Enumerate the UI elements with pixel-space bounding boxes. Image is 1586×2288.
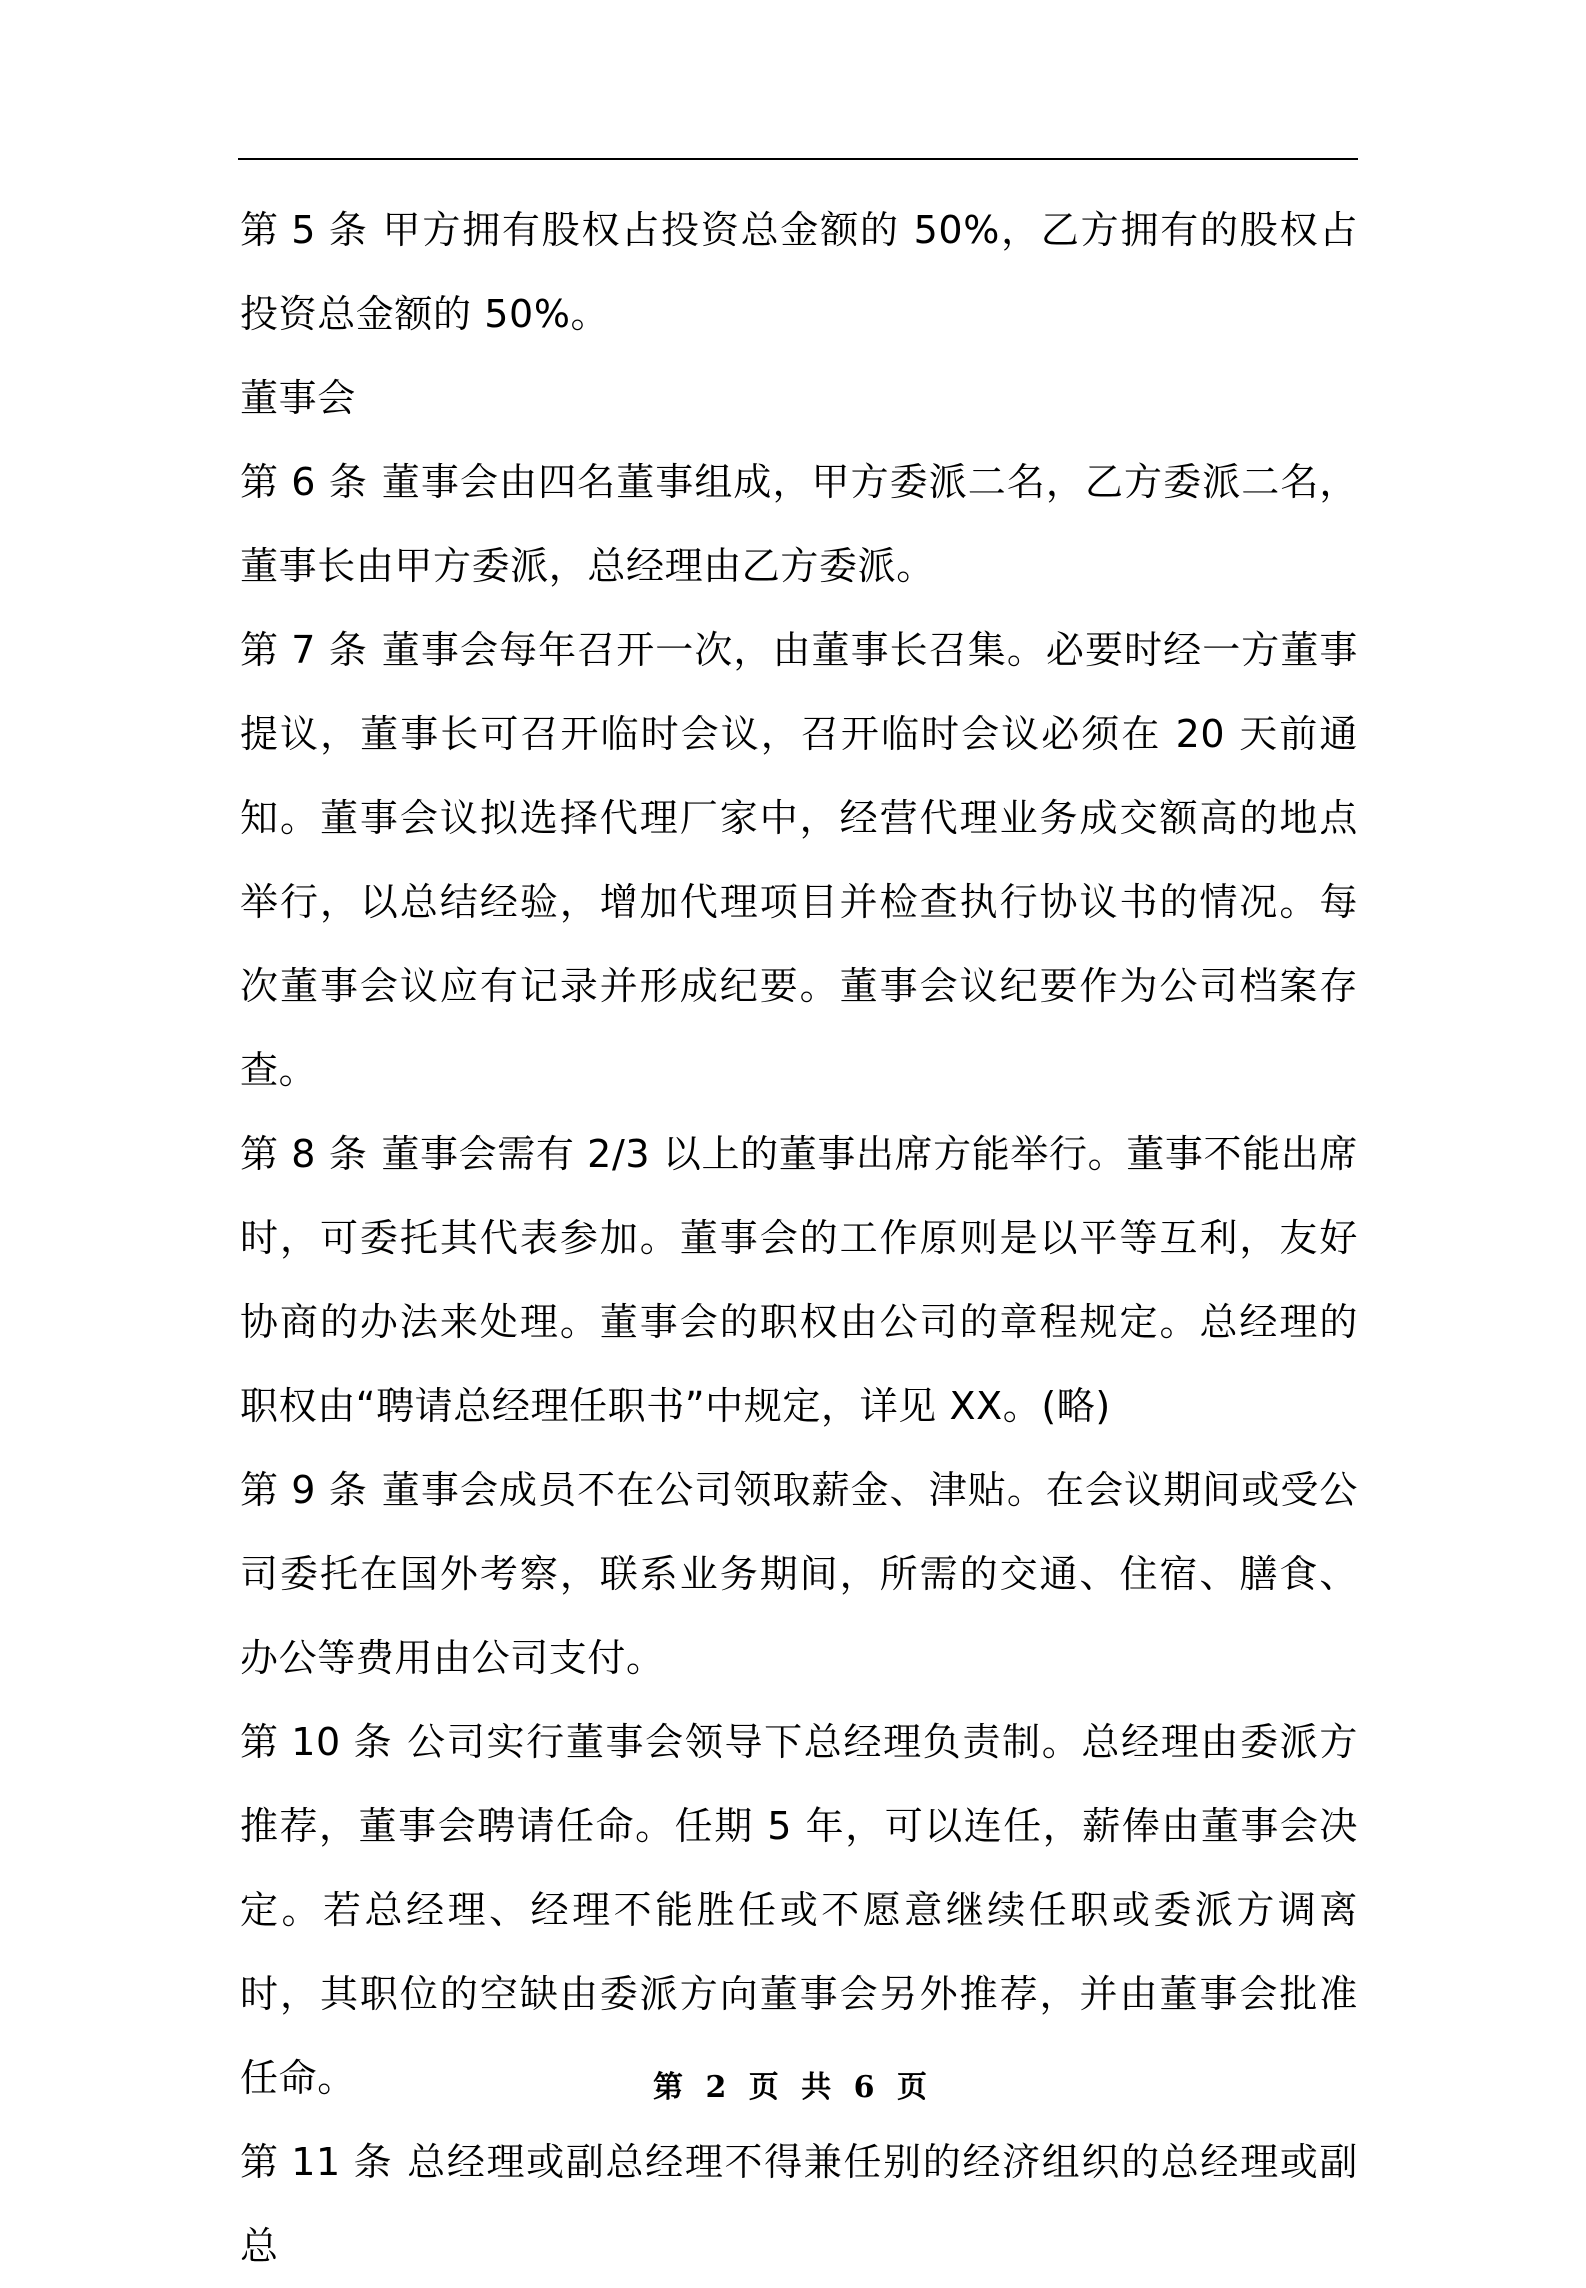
article-text: 甲方拥有股权占投资总金额的 50%，乙方拥有的股权占投资总金额的 50%。 (240, 208, 1358, 336)
article-6 (240, 440, 1358, 608)
document-body (240, 188, 1358, 2288)
section-heading-text: 董事会 (240, 376, 356, 420)
article-text: 公司实行董事会领导下总经理负责制。总经理由委派方推荐，董事会聘请任命。任期 5 年，可以连任，薪俸由董事会决定。若总经理、经理不能胜任或不愿意继续任职或委派方调离时，其职位的空缺由委派方向董事会另外推荐，并由董事会批准任命。 (240, 1720, 1358, 2100)
article-11 (240, 2120, 1358, 2288)
article-10 (240, 1700, 1358, 2120)
article-text: 董事会每年召开一次，由董事长召集。必要时经一方董事提议，董事长可召开临时会议，召开临时会议必须在 20 天前通知。董事会议拟选择代理厂家中，经营代理业务成交额高的地点举行，以总结经验，增加代理项目并检查执行协议书的情况。每次董事会议应有记录并形成纪要。董事会议纪要作为公司档案存查。 (240, 628, 1358, 1092)
article-label: 第 11 条 (240, 2140, 393, 2184)
article-text: 董事会成员不在公司领取薪金、津贴。在会议期间或受公司委托在国外考察，联系业务期间，所需的交通、住宿、膳食、办公等费用由公司支付。 (240, 1468, 1358, 1680)
article-7 (240, 608, 1358, 1112)
article-5 (240, 188, 1358, 356)
article-text: 总经理或副总经理不得兼任别的经济组织的总经理或副总 (240, 2140, 1358, 2268)
article-9 (240, 1448, 1358, 1700)
page-number-footer: 第 2 页 共 6 页 (653, 2070, 933, 2105)
article-8 (240, 1112, 1358, 1448)
section-heading-board (240, 356, 1358, 440)
article-label: 第 8 条 (240, 1132, 368, 1176)
article-text: 董事会由四名董事组成，甲方委派二名，乙方委派二名，董事长由甲方委派，总经理由乙方委派。 (240, 460, 1358, 588)
article-label: 第 9 条 (240, 1468, 368, 1512)
article-label: 第 7 条 (240, 628, 368, 672)
article-text: 董事会需有 2/3 以上的董事出席方能举行。董事不能出席时，可委托其代表参加。董事会的工作原则是以平等互利，友好协商的办法来处理。董事会的职权由公司的章程规定。总经理的职权由“聘请总经理任职书”中规定，详见 XX。(略) (240, 1132, 1358, 1428)
article-label: 第 10 条 (240, 1720, 393, 1764)
header-rule (238, 158, 1358, 160)
article-label: 第 6 条 (240, 460, 368, 504)
article-label: 第 5 条 (240, 208, 368, 252)
